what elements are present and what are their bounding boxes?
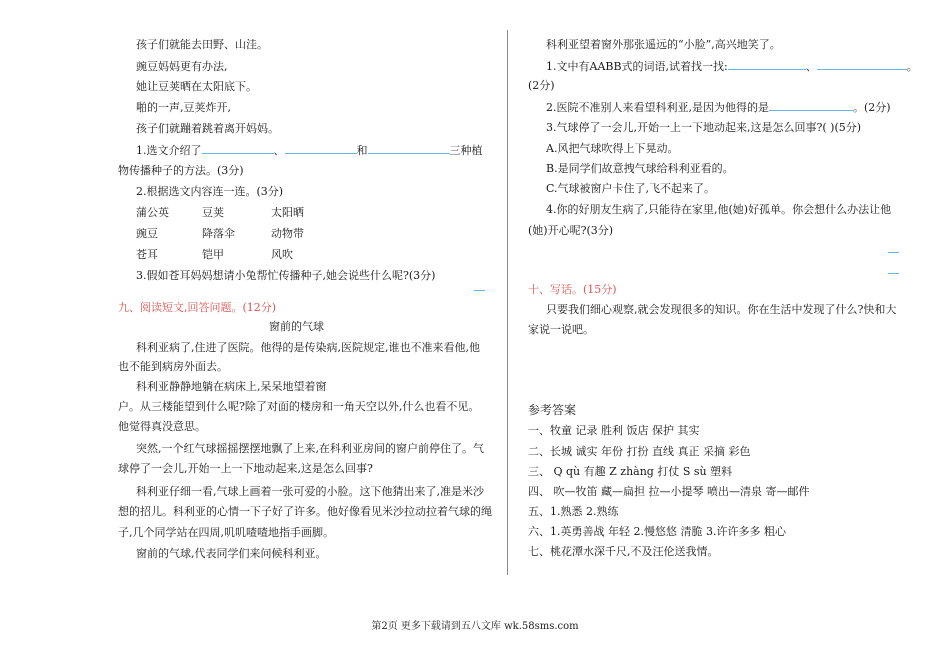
question-2 [546,100,891,115]
separator: 、 [805,60,817,73]
match-item: 豆荚 [202,206,224,219]
answer-blank[interactable] [728,59,806,70]
question-1 [136,143,483,158]
question-3: 3.气球停了一会儿,开始一上一下地动起来,这是怎么回事?( )(5分) [546,121,862,134]
question-1 [546,59,918,74]
option-c: C.气球被窗户卡住了,飞不起来了。 [546,182,716,195]
story-line: 户。从三楼能望到什么呢?除了对面的楼房和一角天空以外,什么也看不见。 [118,400,480,413]
match-item: 苍耳 [136,248,158,261]
page-footer: 第2页 更多下载请到五八文库 wk.58sms.com [371,621,579,632]
question-1-prefix: 1.文中有AABB式的词语,试着找一找: [546,60,728,73]
story-line: 科利亚仔细一看,气球上画着一张可爱的小脸。这下他猜出来了,准是米沙 [136,485,484,498]
story-line: 窗前的气球,代表同学们来问候科利亚。 [136,547,327,560]
match-item: 太阳晒 [271,206,304,219]
question-1-end: 。 [906,60,918,73]
section-10-title: 十、写话。(15分) [528,283,617,296]
story-line: 也不能到病房外面去。 [118,360,228,373]
match-item: 铠甲 [202,248,224,261]
writing-prompt: 家说一说吧。 [528,323,594,336]
section-9-title: 九、阅读短文,回答问题。(12分) [118,301,277,314]
option-b: B.是同学们故意拽气球给科利亚看的。 [546,162,734,175]
story-line: 想的招儿。科利亚的心情一下子好了许多。他好像看见米沙拉动拉着气球的绳 [118,505,492,518]
answer-blank[interactable] [817,59,907,70]
answer-blank[interactable] [368,143,450,154]
answer-line-text: 二、长城 诚实 年份 打扮 直线 真正 采摘 彩色 [528,445,751,458]
poem-line: 豌豆妈妈更有办法, [136,60,228,73]
story-line: 他觉得真没意思。 [118,420,206,433]
separator: 、 [273,144,285,157]
answer-line-text: 六、1.英勇善战 年轻 2.慢悠悠 清脆 3.许许多多 粗心 [528,525,786,538]
writing-prompt: 只要我们细心观察,就会发现很多的知识。你在生活中发现了什么?快和大 [546,303,897,316]
question-3: 3.假如苍耳妈妈想请小兔帮忙传播种子,她会说些什么呢?(3分) [136,269,436,282]
question-1-cont: 物传播种子的方法。(3分) [118,164,244,177]
poem-line: 啪的一声,豆荚炸开, [136,101,231,114]
story-title: 窗前的气球 [269,320,324,333]
answer-line-text: 五、1.熟悉 2.熟练 [528,505,619,518]
question-4-cont: (她)开心呢?(3分) [528,224,614,237]
answer-line-text: 一、牧童 记录 胜利 饭店 保护 其实 [528,424,700,437]
separator: 和 [356,144,368,157]
answer-blank[interactable] [769,100,853,111]
answer-blank[interactable] [202,143,274,154]
story-line: 科利亚静静地躺在病床上,呆呆地望着窗 [136,380,327,393]
story-line: 科利亚望着窗外那张遥远的“小脸”,高兴地笑了。 [546,38,781,51]
question-2-prefix: 2.医院不准别人来看望科利亚,是因为他得的是 [546,101,769,114]
answer-line-text: 三、 Q qù 有趣 Z zhàng 打仗 S sù 塑料 [528,465,733,478]
story-line: 子,几个同学站在四周,叽叽喳喳地指手画脚。 [118,526,334,539]
answer-line-text: 七、桃花潭水深千尺,不及汪伦送我情。 [528,545,719,558]
match-item: 风吹 [271,248,293,261]
question-1-score: (2分) [528,79,555,92]
column-divider [507,30,508,575]
answer-line-text: 四、 吹—牧笛 藏—扁担 拉—小提琴 喷出—清泉 寄—邮件 [528,485,810,498]
poem-line: 孩子们就能去田野、山洼。 [136,38,268,51]
question-4: 4.你的好朋友生病了,只能待在家里,他(她)好孤单。你会想什么办法让他 [546,203,892,216]
story-line: 球停了一会儿,开始一上一下地动起来,这是怎么回事? [118,462,373,475]
answer-line [888,273,899,274]
question-2: 2.根据选文内容连一连。(3分) [136,185,284,198]
answers-title: 参考答案 [528,403,577,417]
match-item: 降落伞 [202,227,235,240]
answer-line [888,252,899,253]
question-1-suffix: 三种植 [449,144,483,157]
answer-line [474,290,485,291]
match-item: 动物带 [271,227,304,240]
question-1-prefix: 1.选文介绍了 [136,144,202,157]
story-line: 科利亚病了,住进了医院。他得的是传染病,医院规定,谁也不准来看他,他 [136,341,480,354]
option-a: A.风把气球吹得上下晃动。 [546,142,679,155]
answer-blank[interactable] [285,143,357,154]
poem-line: 孩子们就蹦着跳着离开妈妈。 [136,122,279,135]
match-item: 蒲公英 [136,206,169,219]
story-line: 突然,一个红气球摇摇摆摆地飘了上来,在科利亚房间的窗户前停住了。气 [136,442,484,455]
poem-line: 她让豆荚晒在太阳底下。 [136,80,257,93]
match-item: 豌豆 [136,227,158,240]
question-2-suffix: 。(2分) [853,101,891,114]
